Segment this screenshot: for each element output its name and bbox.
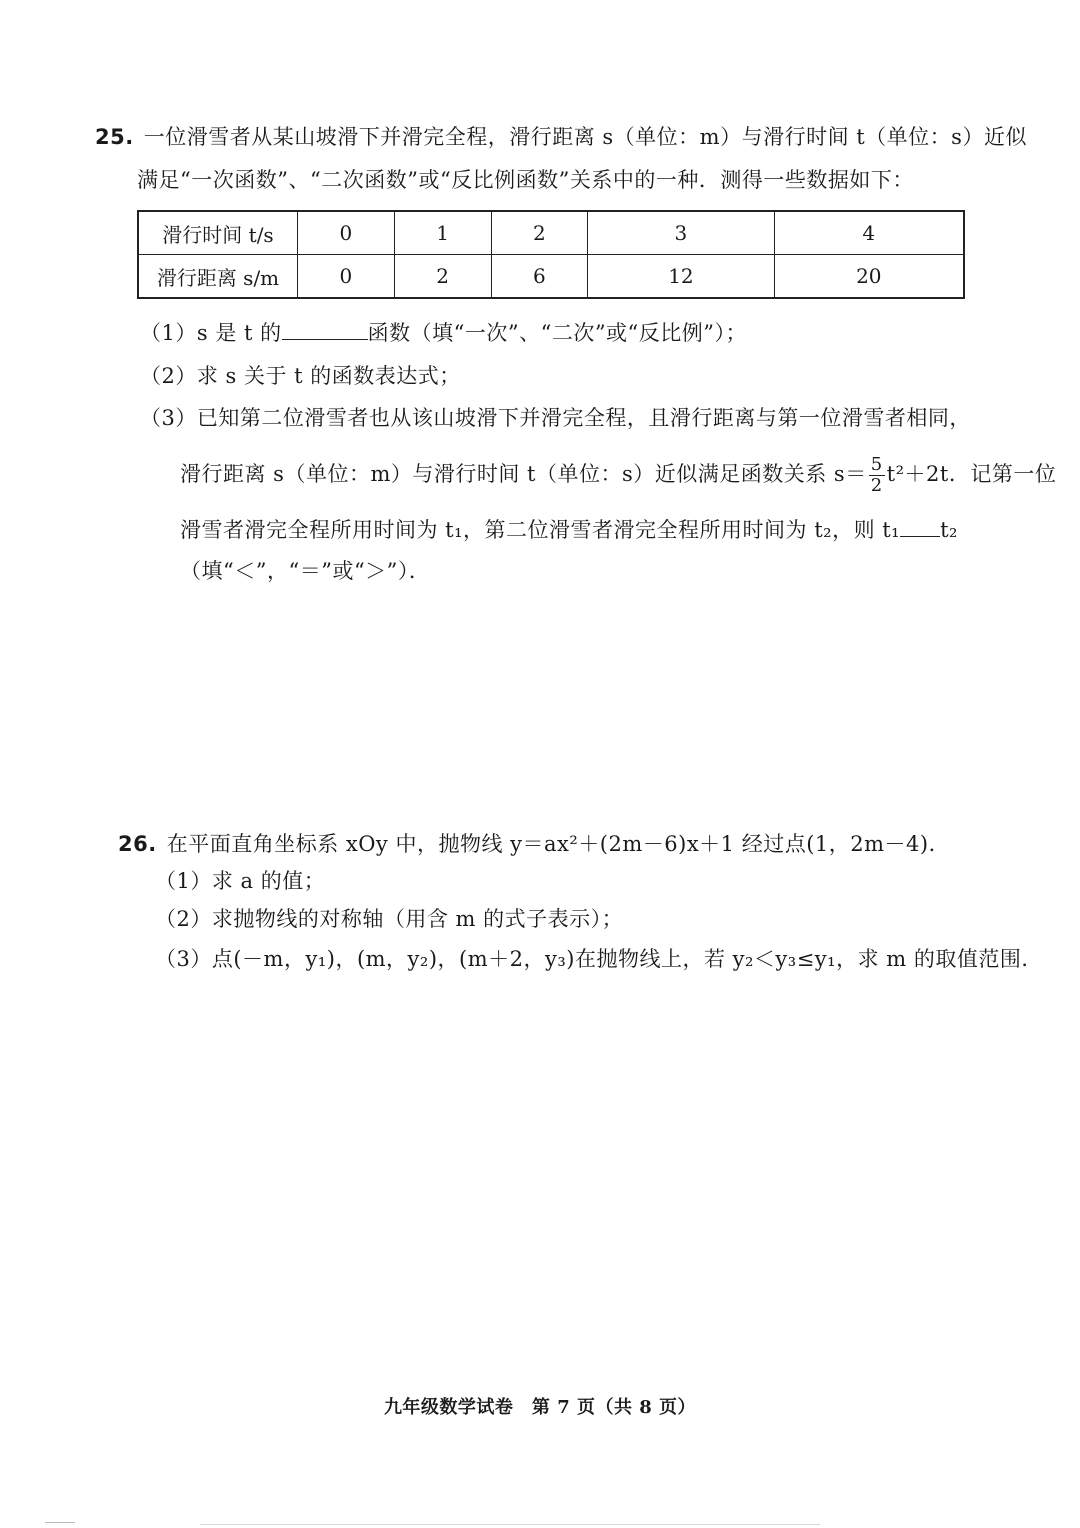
q25-stem-line1: 25. 一位滑雪者从某山坡滑下并滑完全程，滑行距离 s（单位：m）与滑行时间 t（单位：s）近似 [95, 125, 1027, 149]
q25-stem-line2: 满足“一次函数”、“二次函数”或“反比例函数”关系中的一种．测得一些数据如下： [137, 168, 914, 192]
q26-part2: （2）求抛物线的对称轴（用含 m 的式子表示）； [155, 907, 624, 931]
table-cell: 12 [588, 255, 774, 299]
row-label-distance: 滑行距离 s/m [138, 255, 298, 299]
table-cell: 20 [774, 255, 964, 299]
q25-part3-line4: （填“＜”，“＝”或“＞”）． [180, 559, 431, 583]
table-cell: 0 [298, 211, 395, 255]
q26-part1: （1）求 a 的值； [155, 869, 326, 893]
answer-blank[interactable] [282, 339, 368, 340]
q25-part1: （1）s 是 t 的 函数（填“一次”、“二次”或“反比例”）； [140, 321, 748, 345]
scan-artifact [45, 1522, 75, 1523]
q26-part3: （3）点(－m，y₁)，(m，y₂)，(m＋2，y₃)在抛物线上，若 y₂＜y₃≤y₁，求 m 的取值范围． [155, 947, 1043, 971]
q25-number: 25. [95, 125, 134, 149]
table-cell: 0 [298, 255, 395, 299]
table-row-time [138, 211, 964, 255]
q25-part3-line1: （3）已知第二位滑雪者也从该山坡滑下并滑完全程，且滑行距离与第一位滑雪者相同， [140, 406, 971, 430]
q25-data-table [137, 210, 965, 299]
row-label-time: 滑行时间 t/s [138, 211, 298, 255]
q25-part2: （2）求 s 关于 t 的函数表达式； [140, 364, 461, 388]
q25-part3-line3: 滑雪者滑完全程所用时间为 t₁，第二位滑雪者滑完全程所用时间为 t₂，则 t₁ t₂ [180, 518, 958, 542]
scan-artifact [200, 1524, 820, 1525]
q26-number: 26. [118, 832, 157, 856]
table-cell: 1 [394, 211, 491, 255]
table-cell: 3 [588, 211, 774, 255]
answer-blank[interactable] [900, 536, 940, 537]
q25-part3-line2: 滑行距离 s（单位：m）与滑行时间 t（单位：s）近似满足函数关系 s＝ $\frac{5}{2}$ t²＋2t．记第一位 [180, 454, 1057, 496]
table-cell: 2 [491, 211, 588, 255]
table-cell: 2 [394, 255, 491, 299]
table-cell: 4 [774, 211, 964, 255]
page-footer: 九年级数学试卷 第 7 页（共 8 页） [383, 1397, 697, 1418]
q26-stem: 26. 在平面直角坐标系 xOy 中，抛物线 y＝ax²＋(2m－6)x＋1 经过点(1，2m－4)． [118, 832, 951, 856]
table-row-distance [138, 255, 964, 299]
table-cell: 6 [491, 255, 588, 299]
fraction: $\frac{5}{2}$ [870, 454, 883, 496]
